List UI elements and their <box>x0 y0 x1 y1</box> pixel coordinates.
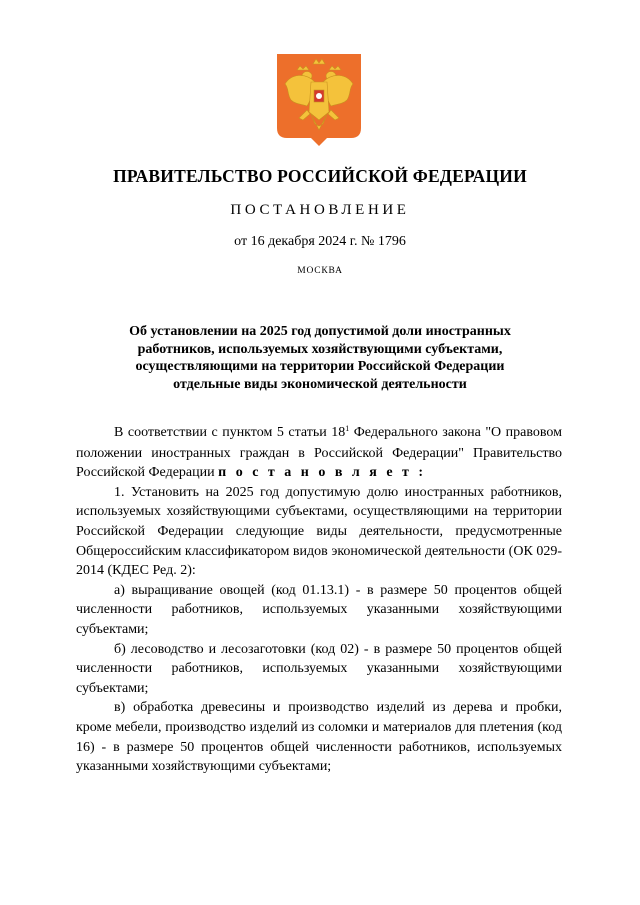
resolves-word: п о с т а н о в л я е т : <box>218 465 427 481</box>
item-b-paragraph: б) лесоводство и лесозаготовки (код 02) - в размере 50 процентов общей численности работников, используемых указанными хозяйствующими субъектами; <box>76 641 562 696</box>
document-subject <box>0 323 640 393</box>
item-a-paragraph: а) выращивание овощей (код 01.13.1) - в размере 50 процентов общей численности работников, используемых указанными хозяйствующими субъектами; <box>76 582 562 637</box>
russian-coat-of-arms-icon <box>277 54 361 146</box>
footnote-superscript: 1 <box>345 424 350 433</box>
document-type: ПОСТАНОВЛЕНИЕ <box>230 202 410 218</box>
item-c-paragraph: в) обработка древесины и производство изделий из дерева и пробки, кроме мебели, производство изделий из соломки и материалов для плетения (код 16) - в размере 50 процентов общей численности работников, используемых указанными хозяйствующими субъектами; <box>76 700 562 775</box>
government-title: ПРАВИТЕЛЬСТВО РОССИЙСКОЙ ФЕДЕРАЦИИ <box>113 166 527 186</box>
subject-line: Об установлении на 2025 год допустимой доли иностранных <box>129 324 511 339</box>
item-1-paragraph: 1. Установить на 2025 год допустимую долю иностранных работников, используемых хозяйствующими субъектами, осуществляющими на территории Российской Федерации следующие виды деятельности, предусмотренные Общероссийским классификатором видов экономической деятельности (ОК 029-2014 (КДЕС Ред. 2): <box>76 484 562 579</box>
document-body <box>76 423 562 777</box>
subject-line: работников, используемых хозяйствующими субъектами, <box>137 341 503 357</box>
intro-paragraph: В соответствии с пунктом 5 статьи $18^1$ Федерального закона "О правовом положении иностранных граждан в Российской Федерации" Правительство Российской Федерации п о с т а н о в л я е т : <box>76 424 563 481</box>
subject-line: отдельные виды экономической деятельности <box>173 376 467 392</box>
document-date-number: от 16 декабря 2024 г. № 1796 <box>234 234 406 249</box>
document-city: МОСКВА <box>297 266 343 276</box>
subject-line: осуществляющими на территории Российской Федерации <box>135 359 505 374</box>
